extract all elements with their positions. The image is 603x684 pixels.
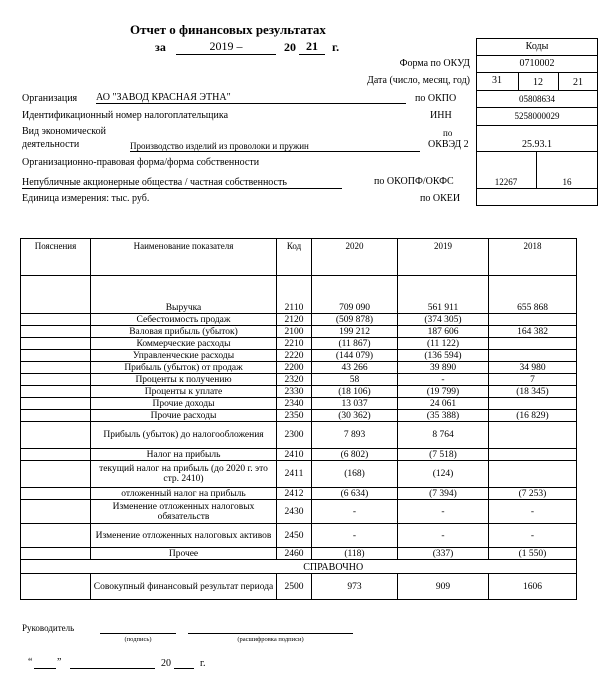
table-row [21,326,577,338]
value-2019: (19 799) [398,386,489,398]
quote-close: ” [57,657,62,668]
value-2018: 34 980 [489,362,577,374]
period-prefix: за [155,40,166,54]
indicator-code: 2100 [277,326,312,338]
value-2020: (6 634) [312,488,398,500]
financial-results-table [20,238,577,600]
total-2020: 973 [312,574,398,600]
total-row [21,574,577,600]
indicator-code: 2340 [277,398,312,410]
value-2018 [489,398,577,410]
header-2019: 2019 [398,239,489,276]
value-2020: (168) [312,461,398,488]
indicator-code: 2210 [277,338,312,350]
table-row [21,338,577,350]
notes-cell [21,374,91,386]
date-day-line[interactable] [34,668,56,669]
reference-label: СПРАВОЧНО [91,560,577,574]
value-2019: (7 518) [398,449,489,461]
indicator-name: Прочие доходы [91,398,277,410]
indicator-code: 2410 [277,449,312,461]
value-2019: (337) [398,548,489,560]
notes-cell [21,350,91,362]
quote-open: “ [28,657,33,668]
notes-cell [21,362,91,374]
value-2018 [489,350,577,362]
okved-label-2: ОКВЭД 2 [428,139,469,150]
value-2018 [489,449,577,461]
table-row [21,548,577,560]
table-row [21,350,577,362]
indicator-name: Прибыль (убыток) от продаж [91,362,277,374]
value-2018: (16 829) [489,410,577,422]
notes-cell [21,276,91,314]
org-label: Организация [22,93,78,104]
indicator-code: 2110 [277,276,312,314]
value-2019: 39 890 [398,362,489,374]
date-month-line[interactable] [70,668,155,669]
decode-line[interactable] [188,633,353,634]
notes-cell [21,488,91,500]
table-row [21,314,577,326]
value-2019: (136 594) [398,350,489,362]
header-notes: Пояснения [21,239,91,276]
indicator-name: Валовая прибыль (убыток) [91,326,277,338]
value-2020: 199 212 [312,326,398,338]
total-code: 2500 [277,574,312,600]
date-year: 21 [573,77,583,88]
value-2019: (124) [398,461,489,488]
value-2019: (35 388) [398,410,489,422]
notes-cell [21,548,91,560]
indicator-name: Проценты к уплате [91,386,277,398]
indicator-name: Прибыль (убыток) до налогообложения [91,422,277,449]
indicator-name: Выручка [91,276,277,314]
value-2020: (30 362) [312,410,398,422]
indicator-name: отложенный налог на прибыль [91,488,277,500]
indicator-name: Налог на прибыль [91,449,277,461]
reference-row [21,560,577,574]
indicator-code: 2460 [277,548,312,560]
okopf-value: 12267 [494,177,518,187]
indicator-name: Изменение отложенных налоговых обязательств [91,500,277,524]
table-row [21,422,577,449]
value-2019: (7 394) [398,488,489,500]
okopf-label: по ОКОПФ/ОКФС [374,176,454,187]
report-title: Отчет о финансовых результатах [130,22,326,37]
okfs-value: 16 [562,177,572,187]
table-row [21,398,577,410]
activity-value: Производство изделий из проволоки и пружин [130,141,420,152]
indicator-code: 2330 [277,386,312,398]
okved-label-1: по [443,128,453,138]
value-2018 [489,338,577,350]
year-prefix: 20 [161,658,171,669]
unit-label: Единица измерения: тыс. руб. [22,193,150,204]
value-2020: (509 878) [312,314,398,326]
value-2018: (1 550) [489,548,577,560]
sign-caption: (подпись) [124,636,152,643]
indicator-name: Прочее [91,548,277,560]
year-suffix: г. [200,658,206,669]
indicator-code: 2220 [277,350,312,362]
notes-cell [21,398,91,410]
period-year: 2019 – [176,39,276,55]
header-2020: 2020 [312,239,398,276]
indicator-code: 2411 [277,461,312,488]
table-row [21,461,577,488]
okud-value: 0710002 [519,58,555,69]
value-2020: - [312,500,398,524]
inn-value: 5258000029 [514,111,560,121]
value-2018: - [489,500,577,524]
table-row [21,386,577,398]
value-2018 [489,422,577,449]
indicator-code: 2320 [277,374,312,386]
indicator-name: текущий налог на прибыль (до 2020 г. это стр. 2410) [91,461,277,488]
indicator-code: 2200 [277,362,312,374]
value-2019: 8 764 [398,422,489,449]
value-2018: (7 253) [489,488,577,500]
period-year2-suffix: 21 [299,39,325,55]
table-row [21,488,577,500]
header-2018: 2018 [489,239,577,276]
total-2019: 909 [398,574,489,600]
value-2019: 561 911 [398,276,489,314]
value-2018: 655 868 [489,276,577,314]
table-row [21,410,577,422]
notes-cell [21,524,91,548]
indicator-code: 2350 [277,410,312,422]
value-2019: (374 305) [398,314,489,326]
value-2019: (11 122) [398,338,489,350]
date-year-line[interactable] [174,668,194,669]
notes-cell [21,326,91,338]
okei-label: по ОКЕИ [420,193,461,204]
value-2018 [489,461,577,488]
signature-line[interactable] [100,633,176,634]
activity-label-1: Вид экономической [22,126,106,137]
decode-caption: (расшифровка подписи) [237,636,304,643]
value-2019: - [398,374,489,386]
notes-cell [21,461,91,488]
notes-cell [21,410,91,422]
notes-cell [21,314,91,326]
codes-title: Коды [525,41,549,52]
value-2020: 709 090 [312,276,398,314]
date-month: 12 [533,77,543,88]
value-2020: 58 [312,374,398,386]
legal-form-value: Непубличные акционерные общества / частная собственность [22,177,342,189]
value-2020: 7 893 [312,422,398,449]
legal-form-label: Организационно-правовая форма/форма собственности [22,157,260,168]
value-2020: (118) [312,548,398,560]
table-header-row [21,239,577,276]
table-row [21,524,577,548]
value-2018: 164 382 [489,326,577,338]
notes-cell [21,422,91,449]
header-code: Код [277,239,312,276]
indicator-code: 2412 [277,488,312,500]
inn-label: Идентификационный номер налогоплательщика [22,110,229,121]
notes-cell [21,386,91,398]
indicator-name: Коммерческие расходы [91,338,277,350]
value-2020: (11 867) [312,338,398,350]
period-suffix: г. [332,40,340,54]
indicator-name: Себестоимость продаж [91,314,277,326]
total-name: Совокупный финансовый результат периода [91,574,277,600]
indicator-code: 2300 [277,422,312,449]
value-2020: 43 266 [312,362,398,374]
indicator-code: 2430 [277,500,312,524]
indicator-code: 2450 [277,524,312,548]
notes-cell [21,500,91,524]
okved-value: 25.93.1 [522,139,552,150]
activity-label-2: деятельности [22,139,80,150]
date-day: 31 [492,75,502,86]
okpo-value: 05808634 [519,94,555,104]
inn-code-label: ИНН [430,110,452,121]
value-2020: (18 106) [312,386,398,398]
value-2018: (18 345) [489,386,577,398]
indicator-name: Проценты к получению [91,374,277,386]
indicator-name: Прочие расходы [91,410,277,422]
okud-label: Форма по ОКУД [399,58,470,69]
value-2020: (6 802) [312,449,398,461]
header-indicator: Наименование показателя [91,239,277,276]
value-2020: - [312,524,398,548]
value-2018 [489,314,577,326]
value-2019: 187 606 [398,326,489,338]
indicator-name: Управленческие расходы [91,350,277,362]
value-2019: - [398,524,489,548]
value-2019: 24 061 [398,398,489,410]
table-row [21,449,577,461]
period-year2-prefix: 20 [284,40,296,54]
date-label: Дата (число, месяц, год) [367,75,470,86]
value-2020: (144 079) [312,350,398,362]
value-2020: 13 037 [312,398,398,410]
indicator-name: Изменение отложенных налоговых активов [91,524,277,548]
table-row [21,362,577,374]
table-row [21,276,577,314]
total-2018: 1606 [489,574,577,600]
okpo-label: по ОКПО [415,93,457,104]
org-name: АО "ЗАВОД КРАСНАЯ ЭТНА" [96,92,406,104]
value-2019: - [398,500,489,524]
indicator-code: 2120 [277,314,312,326]
notes-cell [21,449,91,461]
notes-cell [21,338,91,350]
table-row [21,500,577,524]
value-2018: 7 [489,374,577,386]
head-label: Руководитель [22,623,75,633]
value-2018: - [489,524,577,548]
table-row [21,374,577,386]
